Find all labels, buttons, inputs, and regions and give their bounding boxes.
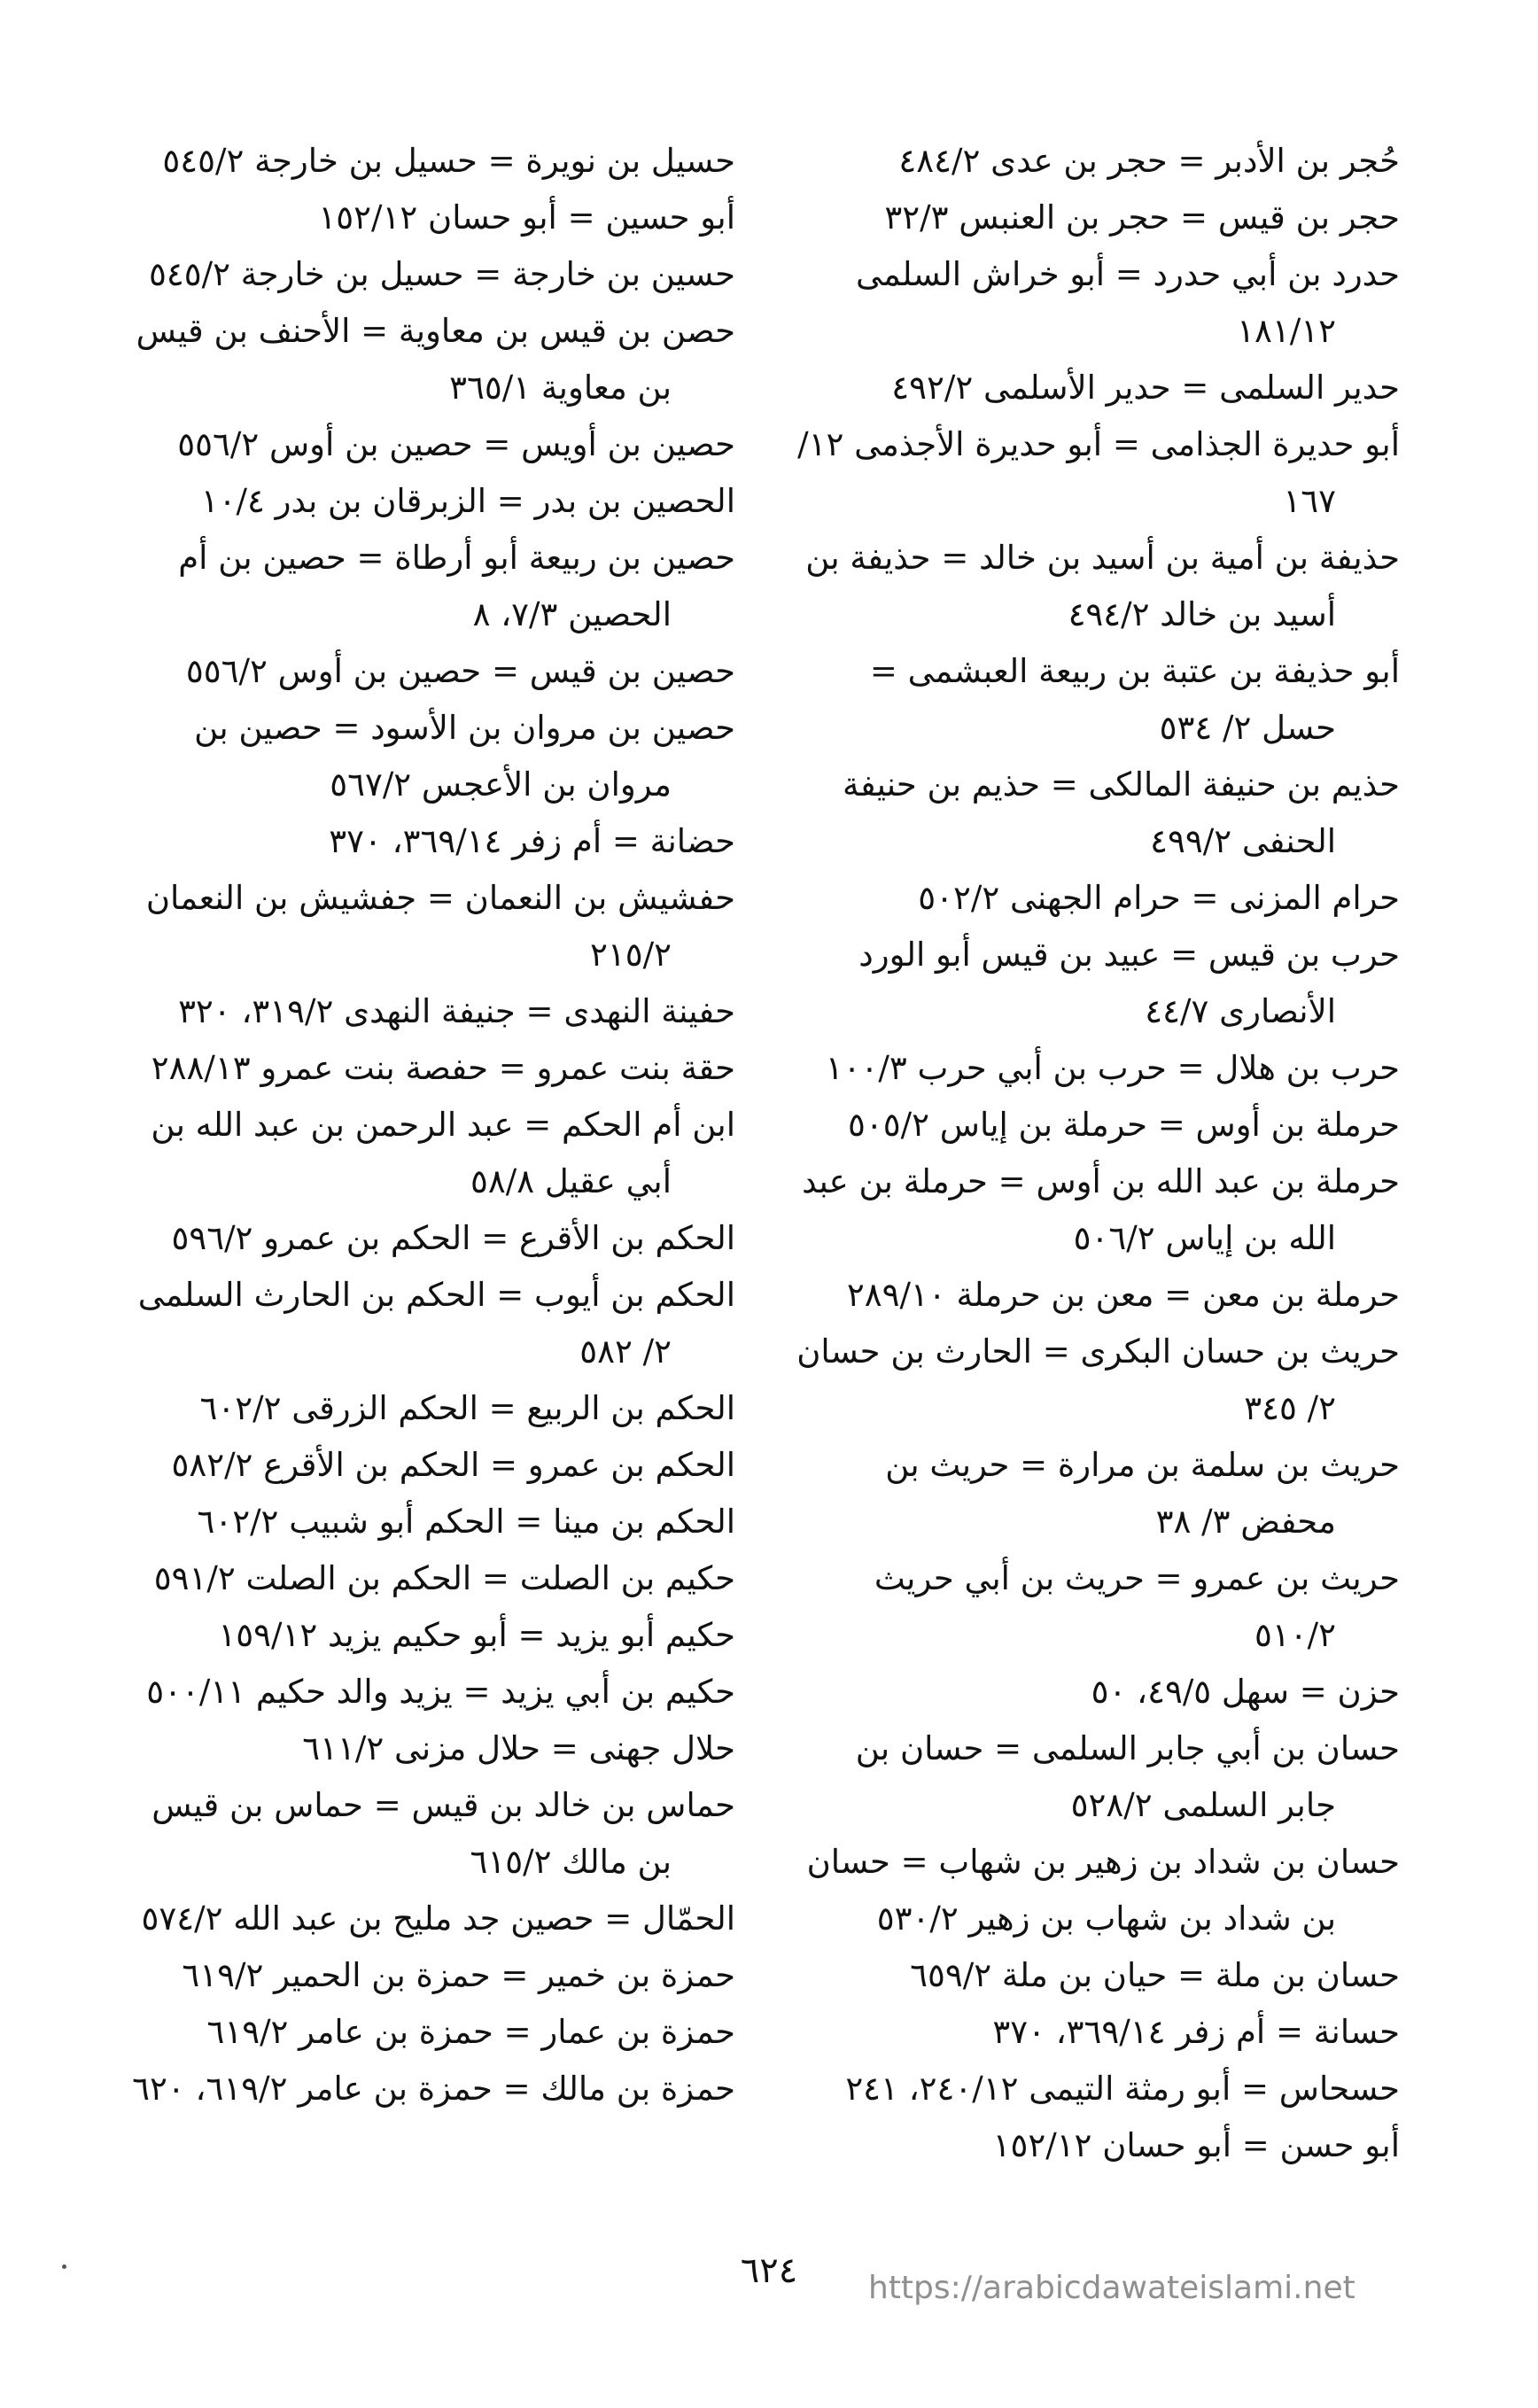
index-entry: حكيم بن الصلت = الحكم بن الصلت ٥٩١/٢ — [153, 1559, 735, 1597]
scan-speck — [62, 2264, 66, 2269]
index-entry: حصين بن ربيعة أبو أرطاة = حصين بن أم الحصين ٧/٣، ٨ — [178, 539, 735, 633]
index-entry: حريث بن عمرو = حريث بن أبي حريث ٥١٠/٢ — [874, 1559, 1400, 1654]
index-entry: حذيفة بن أمية بن أسيد بن خالد = حذيفة بن أسيد بن خالد ٤٩٤/٢ — [805, 539, 1400, 633]
index-entry: حكيم أبو يزيد = أبو حكيم يزيد ١٥٩/١٢ — [218, 1616, 735, 1654]
index-entry: حسان بن ملة = حيان بن ملة ٦٥٩/٢ — [910, 1956, 1400, 1994]
right-column — [788, 133, 1400, 2174]
index-entry: حذيم بن حنيفة المالكى = حذيم بن حنيفة الحنفى ٤٩٩/٢ — [843, 765, 1400, 860]
watermark-url: https://arabicdawateislami.net — [868, 2270, 1355, 2306]
index-entry: حرملة بن أوس = حرملة بن إياس ٥٠٥/٢ — [848, 1106, 1400, 1144]
page-number: ٦٢٤ — [740, 2250, 798, 2291]
index-entry: حجر بن قيس = حجر بن العنبس ٣٢/٣ — [884, 198, 1400, 237]
index-entry: حرملة بن معن = معن بن حرملة ٢٨٩/١٠ — [846, 1276, 1400, 1314]
index-entry: حقة بنت عمرو = حفصة بنت عمرو ٢٨٨/١٣ — [151, 1049, 735, 1087]
index-entry: حدرد بن أبي حدرد = أبو خراش السلمى ١٨١/١٢ — [856, 255, 1400, 350]
index-entry: حصين بن أويس = حصين بن أوس ٥٥٦/٢ — [177, 425, 735, 463]
index-entry: حمزة بن عمار = حمزة بن عامر ٦١٩/٢ — [206, 2013, 735, 2051]
index-entry: حمزة بن مالك = حمزة بن عامر ٦١٩/٢، ٦٢٠ — [132, 2070, 735, 2108]
index-entry: حرملة بن عبد الله بن أوس = حرملة بن عبد الله بن إياس ٥٠٦/٢ — [802, 1162, 1400, 1257]
index-entry: حرب بن هلال = حرب بن أبي حرب ١٠٠/٣ — [825, 1049, 1400, 1087]
index-entry: الحكم بن عمرو = الحكم بن الأقرع ٥٨٢/٢ — [171, 1446, 735, 1484]
index-entry: حلال جهنى = حلال مزنى ٦١١/٢ — [302, 1729, 735, 1767]
index-entry: الحكم بن الأقرع = الحكم بن عمرو ٥٩٦/٢ — [171, 1219, 735, 1257]
index-entry: حدير السلمى = حدير الأسلمى ٤٩٢/٢ — [891, 369, 1400, 407]
index-entry: أبو حسين = أبو حسان ١٥٢/١٢ — [318, 198, 735, 237]
index-entry: الحكم بن مينا = الحكم أبو شبيب ٦٠٢/٢ — [197, 1503, 735, 1541]
index-entry: حسين بن خارجة = حسيل بن خارجة ٥٤٥/٢ — [149, 255, 735, 293]
index-entry: الحكم بن أيوب = الحكم بن الحارث السلمى ٢/ ٥٨٢ — [137, 1276, 735, 1371]
index-entry: حرام المزنى = حرام الجهنى ٥٠٢/٢ — [918, 879, 1400, 917]
index-entry: حمزة بن خمير = حمزة بن الحمير ٦١٩/٢ — [182, 1956, 735, 1994]
index-entry: أبو حذيفة بن عتبة بن ربيعة العبشمى = حسل ٢/ ٥٣٤ — [869, 652, 1400, 747]
index-entry: أبو حديرة الجذامى = أبو حديرة الأجذمى ١٢/ ١٦٧ — [797, 425, 1400, 520]
index-columns — [124, 133, 1400, 2174]
index-entry: حكيم بن أبي يزيد = يزيد والد حكيم ٥٠٠/١١ — [146, 1673, 735, 1711]
index-entry: حسيل بن نويرة = حسيل بن خارجة ٥٤٥/٢ — [162, 142, 735, 180]
index-entry: حصين بن مروان بن الأسود = حصين بن مروان بن الأعجس ٥٦٧/٢ — [194, 709, 735, 804]
index-entry: حصين بن قيس = حصين بن أوس ٥٥٦/٢ — [185, 652, 735, 690]
index-entry: حسحاس = أبو رمثة التيمى ٢٤٠/١٢، ٢٤١ — [845, 2070, 1400, 2108]
index-entry: حسان بن أبي جابر السلمى = حسان بن جابر السلمى ٥٢٨/٢ — [855, 1729, 1400, 1824]
left-column — [124, 133, 735, 2174]
index-entry: حصن بن قيس بن معاوية = الأحنف بن قيس بن معاوية ٣٦٥/١ — [136, 312, 735, 407]
index-entry: حضانة = أم زفر ٣٦٩/١٤، ٣٧٠ — [329, 822, 735, 860]
index-entry: الحكم بن الربيع = الحكم الزرقى ٦٠٢/٢ — [199, 1389, 735, 1427]
index-entry: أبو حسن = أبو حسان ١٥٢/١٢ — [992, 2126, 1400, 2164]
index-entry: حفينة النهدى = جنيفة النهدى ٣١٩/٢، ٣٢٠ — [178, 992, 735, 1030]
index-entry: حريث بن سلمة بن مرارة = حريث بن محفض ٣/ ٣٨ — [885, 1446, 1400, 1541]
index-entry: حسان بن شداد بن زهير بن شهاب = حسان بن شداد بن شهاب بن زهير ٥٣٠/٢ — [806, 1843, 1400, 1938]
index-entry: حزن = سهل ٤٩/٥، ٥٠ — [1091, 1673, 1400, 1711]
index-entry: حرب بن قيس = عبيد بن قيس أبو الورد الأنصارى ٤٤/٧ — [858, 936, 1400, 1030]
index-entry: ابن أم الحكم = عبد الرحمن بن عبد الله بن أبي عقيل ٥٨/٨ — [151, 1106, 735, 1200]
index-entry: حريث بن حسان البكرى = الحارث بن حسان ٢/ ٣٤٥ — [796, 1332, 1400, 1427]
index-entry: حفشيش بن النعمان = جفشيش بن النعمان ٢١٥/٢ — [145, 879, 735, 974]
index-entry: الحمّال = حصين جد مليح بن عبد الله ٥٧٤/٢ — [141, 1899, 735, 1938]
index-entry: حسانة = أم زفر ٣٦٩/١٤، ٣٧٠ — [992, 2013, 1400, 2051]
index-entry: حماس بن خالد بن قيس = حماس بن قيس بن مالك ٦١٥/٢ — [151, 1786, 735, 1881]
index-entry: حُجر بن الأدبر = حجر بن عدى ٤٨٤/٢ — [898, 142, 1400, 180]
index-entry: الحصين بن بدر = الزبرقان بن بدر ١٠/٤ — [200, 482, 735, 520]
